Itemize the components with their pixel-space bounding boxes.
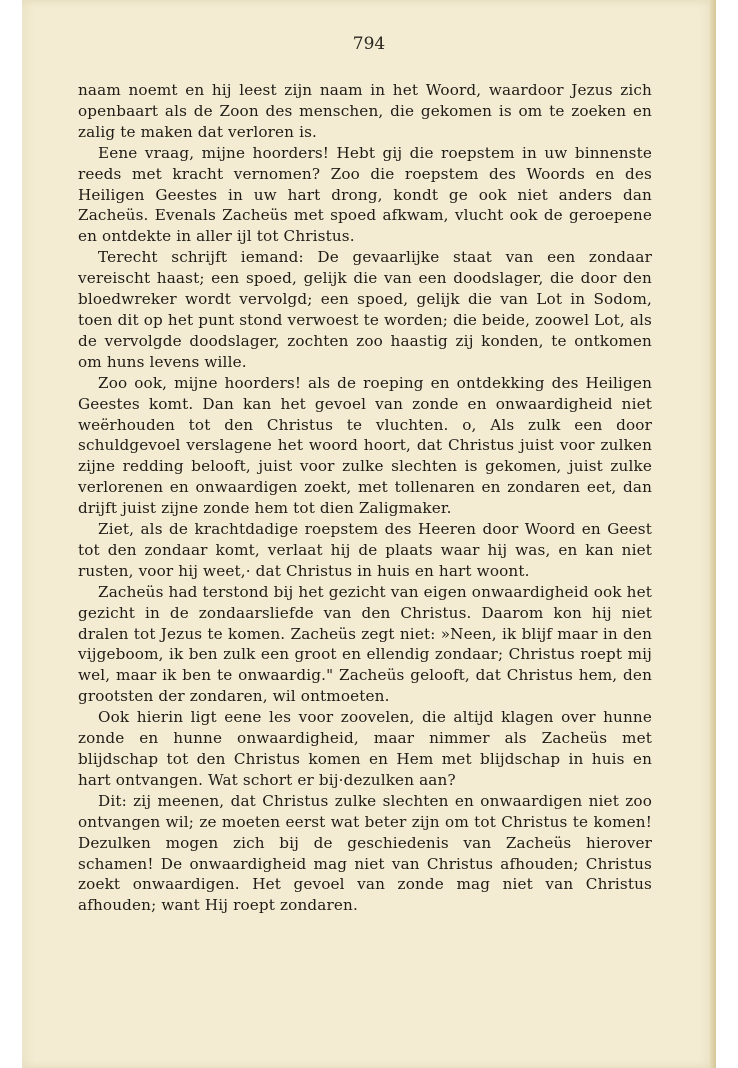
paragraph-3: Terecht schrijft iemand: De gevaarlijke staat van een zondaar vereischt haast; een spoed, gelijk die van een doodslager, die door den bloedwreker wordt vervolgd; een spoed, gelijk die van Lot in Sodom, toen dit op het punt stond verwoest te worden; die beide, zoowel Lot, als de vervolgde doodslager, zochten zoo haastig zij konden, te ontkomen om huns levens wille. [78,248,652,371]
paragraph-1: naam noemt en hij leest zijn naam in het Woord, waardoor Jezus zich openbaart als de Zoon des menschen, die gekomen is om te zoeken en zalig te maken dat verloren is. [78,81,652,141]
page-edge-shadow [710,0,716,1068]
book-page [22,0,716,1068]
paragraph-4: Zoo ook, mijne hoorders! als de roeping en ontdekking des Heiligen Geestes komt. Dan kan het gevoel van zonde en onwaardigheid niet weërhouden tot den Christus te vluchten. o, Als zulk een door schuldgevoel verslagene het woord hoort, dat Christus juist voor zulken zijne redding belooft, juist voor zulke slechten is gekomen, juist zulke verlorenen en onwaardigen zoekt, met tollenaren en zondaren eet, dan drijft juist zijne zonde hem tot dien Zaligmaker. [78,373,652,518]
paragraph-6: Zacheüs had terstond bij het gezicht van eigen onwaardigheid ook het gezicht in de zondaarsliefde van den Christus. Daarom kon hij niet dralen tot Jezus te komen. Zacheüs zegt niet: »Neen, ik blijf maar in den vijgeboom, ik ben zulk een groot en ellendig zondaar; Christus roept mij wel, maar ik ben te onwaardig." Zacheüs gelooft, dat Christus hem, den grootsten der zondaren, wil ontmoeten. [78,582,652,706]
paragraph-7: Ook hierin ligt eene les voor zoovelen, die altijd klagen over hunne zonde en hunne onwaardigheid, maar nimmer als Zacheüs met blijdschap tot den Christus komen en Hem met blijdschap in huis en hart ontvangen. Wat schort er bij·dezulken aan? [78,708,652,789]
paragraph-2: Eene vraag, mijne hoorders! Hebt gij die roepstem in uw binnenste reeds met kracht vernomen? Zoo die roepstem des Woords en des Heiligen Geestes in uw hart drong, kondt ge ook niet anders dan Zacheüs. Evenals Zacheüs met spoed afkwam, vlucht ook de geroepene en ontdekte in aller ijl tot Christus. [78,143,652,246]
paragraph-5: Ziet, als de krachtdadige roepstem des Heeren door Woord en Geest tot den zondaar komt, verlaat hij de plaats waar hij was, en kan niet rusten, voor hij weet,· dat Christus in huis en hart woont. [78,520,652,580]
paragraph-8: Dit: zij meenen, dat Christus zulke slechten en onwaardigen niet zoo ontvangen wil; ze moeten eerst wat beter zijn om tot Christus te komen! Dezulken mogen zich bij de geschiedenis van Zacheüs hierover schamen! De onwaardigheid mag niet van Christus afhouden; Christus zoekt onwaardigen. Het gevoel van zonde mag niet van Christus afhouden; want Hij roept zondaren. [78,791,652,915]
page-number: 794 [352,34,386,54]
body-text [78,80,652,916]
